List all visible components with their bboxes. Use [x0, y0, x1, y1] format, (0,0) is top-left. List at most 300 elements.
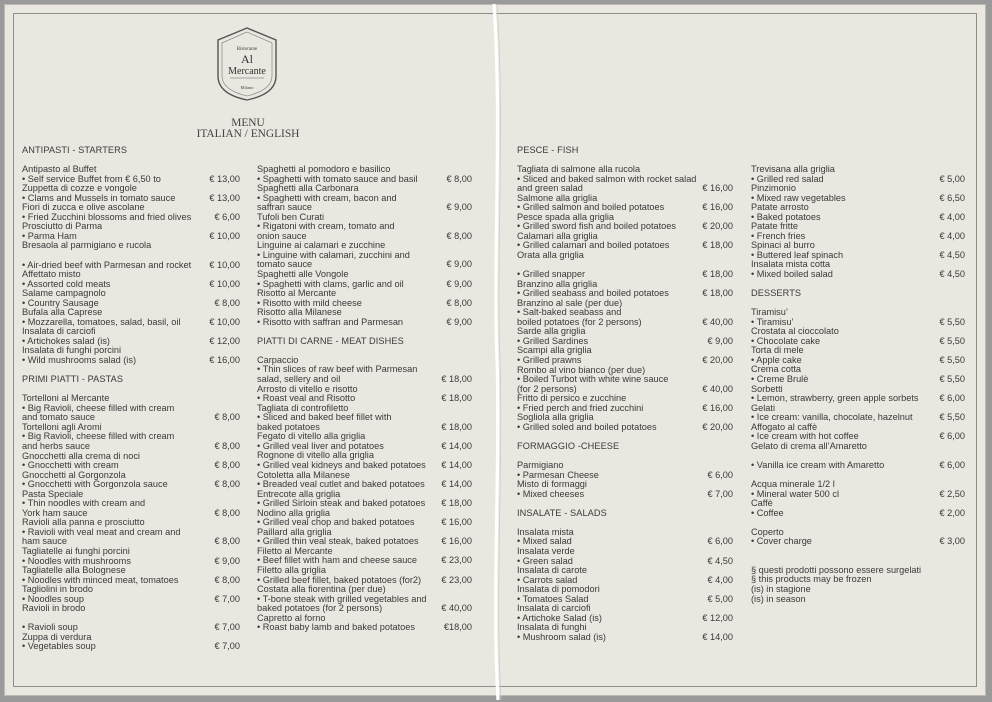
menu-line-text: • Mineral water 500 cl — [751, 488, 839, 499]
menu-line-text: Zuppetta di cozze e vongole — [22, 183, 137, 194]
column-mid — [257, 165, 472, 633]
menu-line-price: € 12,00 — [209, 335, 240, 346]
menu-line-text: Insalata mista — [517, 526, 574, 537]
menu-line — [22, 642, 240, 652]
note-line: (is) in season — [751, 593, 806, 604]
menu-line-text: Arrosto di vitello e risotto — [257, 383, 358, 394]
drinks-list — [751, 480, 965, 518]
menu-line-price: € 9,00 — [446, 316, 472, 327]
menu-line-text: • T-bone steak with grilled vegetables and — [257, 593, 427, 604]
menu-line-text: Crostata al cioccolato — [751, 326, 839, 337]
menu-line-text: • Beef fillet with ham and cheese sauce — [257, 555, 418, 566]
menu-line-text: • Grilled Sardines — [517, 335, 589, 346]
menu-line-text: • Mixed cheeses — [517, 488, 585, 499]
menu-line-price: € 2,00 — [939, 507, 965, 518]
menu-line-text: • Noodles soup — [22, 593, 84, 604]
menu-line-text: Cotoletta alla Milanese — [257, 469, 350, 480]
coperto-list — [751, 528, 965, 547]
menu-line-text: Zuppa di verdura — [22, 631, 92, 642]
menu-line-text: • Gnocchetti with cream — [22, 460, 119, 471]
menu-line-text: • Grilled soled and boiled potatoes — [517, 421, 657, 432]
menu-line-text: • Lemon, strawberry, green apple sorbets — [751, 393, 919, 404]
section-title-pesce: PESCE - FISH — [517, 145, 579, 155]
menu-line — [751, 490, 965, 500]
menu-line-text: Insalata di carciofi — [517, 603, 591, 614]
logo-line1: Al — [241, 52, 253, 66]
menu-line-price: € 18,00 — [702, 269, 733, 280]
menu-line-text: Fegato di vitello alla griglia — [257, 431, 366, 442]
menu-line-text: • Artichokes salad (is) — [22, 335, 110, 346]
menu-line-price: € 7,00 — [707, 488, 733, 499]
menu-line-text: Crema cotta — [751, 364, 802, 375]
menu-line-text: York ham sauce — [22, 507, 88, 518]
menu-line-text: • Coffee — [751, 507, 784, 518]
menu-line-text: • Assorted cold meats — [22, 278, 111, 289]
menu-line-price: € 5,50 — [939, 316, 965, 327]
menu-line-text: • Buttered leaf spinach — [751, 249, 844, 260]
menu-line-text: Coperto — [751, 526, 784, 537]
menu-line-text: • Ravioli with veal meat and cream and — [22, 526, 181, 537]
menu-line-price: € 6,50 — [939, 192, 965, 203]
menu-line-price: € 6,00 — [707, 536, 733, 547]
menu-line-text: Tagliata di salmone alla rucola — [517, 164, 641, 175]
menu-line-price: € 10,00 — [209, 316, 240, 327]
menu-line-price: € 5,50 — [939, 335, 965, 346]
menu-line-text: Insalata di pomodori — [517, 584, 600, 595]
menu-line-text: • Ice cream: vanilla, chocolate, hazelnut — [751, 412, 913, 423]
menu-line-price: € 10,00 — [209, 259, 240, 270]
menu-line-price: € 2,50 — [939, 488, 965, 499]
note-line: § this products may be frozen — [751, 574, 872, 585]
menu-line-text: • Mozzarella, tomatoes, salad, basil, oil — [22, 316, 181, 327]
menu-line-text: • Grilled veal kidneys and baked potatoes — [257, 459, 426, 470]
menu-line-text: boiled potatoes (for 2 persons) — [517, 316, 642, 327]
menu-line-price: € 6,00 — [939, 393, 965, 404]
menu-line-text: Sogliola alla griglia — [517, 412, 594, 423]
menu-line-text: Salame campagnolo — [22, 288, 106, 299]
menu-line — [751, 537, 965, 547]
menu-line-text: Salmone alla griglia — [517, 192, 598, 203]
menu-line-text: • Spaghetti with tomato sauce and basil — [257, 173, 418, 184]
menu-line — [257, 318, 472, 328]
menu-line-price: € 8,00 — [214, 412, 240, 423]
menu-line — [517, 423, 733, 433]
menu-line-text: • Big Ravioli, cheese filled with cream — [22, 431, 175, 442]
menu-line-text: Gnocchetti al Gorgonzola — [22, 469, 126, 480]
column-right2 — [751, 165, 965, 604]
menu-line-text: Pinzimonio — [751, 183, 796, 194]
menu-line — [22, 241, 240, 251]
section-title-insalate: INSALATE - SALADS — [517, 507, 607, 518]
menu-line-text: • Noodles with minced meat, tomatoes — [22, 574, 179, 585]
menu-line-text: Rombo al vino bianco (per due) — [517, 364, 646, 375]
menu-line-text: Paillard alla griglia — [257, 526, 332, 537]
menu-line — [751, 375, 965, 385]
menu-line-price: € 5,00 — [939, 173, 965, 184]
page-fold — [490, 0, 510, 702]
menu-line-text: • Mixed raw vegetables — [751, 192, 846, 203]
menu-line — [517, 251, 733, 261]
menu-line-text: • Ravioli soup — [22, 622, 78, 633]
menu-line-text: Parmigiano — [517, 460, 564, 471]
menu-line-price: € 12,00 — [702, 612, 733, 623]
menu-line-text: Patate fritte — [751, 221, 798, 232]
menu-line-text: Gelati — [751, 402, 776, 413]
menu-line-text: • Vanilla ice cream with Amaretto — [751, 459, 885, 470]
menu-line-price: € 5,50 — [939, 354, 965, 365]
menu-line-text: ham sauce — [22, 536, 67, 547]
menu-line — [751, 270, 965, 280]
section-title-formaggio: FORMAGGIO -CHEESE — [517, 440, 620, 451]
menu-heading — [150, 118, 346, 140]
menu-line-price: € 9,00 — [707, 335, 733, 346]
menu-line-text: • Rigatoni with cream, tomato and — [257, 221, 395, 232]
menu-line-text: Ravioli alla panna e prosciutto — [22, 517, 145, 528]
menu-line-price: € 7,00 — [214, 593, 240, 604]
menu-line-price: € 5,50 — [939, 412, 965, 423]
menu-line-text: • Baked potatoes — [751, 211, 821, 222]
menu-line-text: • Grilled prawns — [517, 355, 582, 366]
menu-line-text: • Thin slices of raw beef with Parmesan — [257, 364, 418, 375]
menu-line-text: baked potatoes (for 2 persons) — [257, 603, 383, 614]
menu-line-text: Torta di mele — [751, 345, 804, 356]
menu-line-price: € 18,00 — [441, 421, 472, 432]
menu-line-price: € 20,00 — [702, 221, 733, 232]
menu-line-text: Entrecote alla griglia — [257, 488, 341, 499]
menu-line-text: Prosciutto di Parma — [22, 221, 103, 232]
desserts-list — [751, 308, 965, 470]
menu-line — [751, 442, 965, 452]
primi-cont-list — [257, 165, 472, 327]
logo-bottom-text: Milano — [240, 85, 254, 90]
menu-line — [751, 394, 965, 404]
menu-line-text: Calamari alla griglia — [517, 230, 598, 241]
menu-line-text: • Grilled seabass and boiled potatoes — [517, 288, 669, 299]
menu-line-price: € 8,00 — [446, 297, 472, 308]
menu-label: MENU — [231, 117, 265, 129]
column-left — [22, 146, 240, 652]
menu-line-text: Patate arrosto — [751, 202, 809, 213]
menu-line-price: € 13,00 — [209, 192, 240, 203]
menu-line-text: Fritto di persico e zucchine — [517, 393, 627, 404]
menu-line-text: Spaghetti alle Vongole — [257, 269, 349, 280]
section-title-desserts: DESSERTS — [751, 288, 802, 299]
menu-line-text: baked potatoes — [257, 421, 320, 432]
menu-line-text: Sorbetti — [751, 383, 783, 394]
menu-line-price: € 10,00 — [209, 278, 240, 289]
menu-line-text: • Thin noodles with cream and — [22, 498, 146, 509]
menu-line-text: Insalata di funghi — [517, 622, 587, 633]
menu-line-text: • Country Sausage — [22, 297, 99, 308]
menu-line-text: Carpaccio — [257, 354, 299, 365]
menu-line-text: Linguine ai calamari e zucchine — [257, 240, 386, 251]
menu-line-text: • Grilled Sirloin steak and baked potatoes — [257, 498, 426, 509]
menu-line-price: € 40,00 — [702, 383, 733, 394]
menu-line-price: € 16,00 — [702, 402, 733, 413]
menu-line-text: • Sliced and baked beef fillet with — [257, 412, 392, 423]
menu-line-price: € 14,00 — [441, 440, 472, 451]
menu-line-text: • Cover charge — [751, 536, 812, 547]
menu-line — [517, 633, 733, 643]
menu-line-text: • Mushroom salad (is) — [517, 631, 606, 642]
menu-line-text: • Roast veal and Risotto — [257, 393, 356, 404]
menu-line-text: • Parma Ham — [22, 230, 77, 241]
menu-line-text: • Clams and Mussels in tomato sauce — [22, 192, 176, 203]
menu-line-price: € 14,00 — [441, 459, 472, 470]
menu-line-text: Sarde alla griglia — [517, 326, 586, 337]
menu-line-text: Insalata mista cotta — [751, 259, 831, 270]
menu-line-text: Scampi alla griglia — [517, 345, 592, 356]
menu-line-text: • Grilled veal liver and potatoes — [257, 440, 384, 451]
menu-line-text: Insalata di carote — [517, 565, 587, 576]
menu-line-text: Insalata di carciofi — [22, 326, 96, 337]
menu-line-price: € 8,00 — [214, 507, 240, 518]
menu-line-price: € 8,00 — [214, 574, 240, 585]
menu-line-text: • Ice cream with hot coffee — [751, 431, 859, 442]
menu-line-text: and herbs sauce — [22, 440, 90, 451]
menu-line-text: Fiori di zucca e olive ascolane — [22, 202, 145, 213]
menu-line-text: • Grilled thin veal steak, baked potatoes — [257, 536, 419, 547]
menu-line-text: Gelato di crema all’Amaretto — [751, 440, 867, 451]
menu-line-text: • Air-dried beef with Parmesan and rocket — [22, 259, 192, 270]
menu-line — [751, 461, 965, 471]
menu-line-text: • Risotto with saffran and Parmesan — [257, 316, 404, 327]
menu-line-text: • Spaghetti with clams, garlic and oil — [257, 278, 404, 289]
menu-line-text: Rognone di vitello alla griglia — [257, 450, 374, 461]
menu-line-text: and tomato sauce — [22, 412, 96, 423]
menu-line-text: • French fries — [751, 230, 806, 241]
menu-line-price: € 4,00 — [707, 574, 733, 585]
menu-line-price: € 3,00 — [939, 536, 965, 547]
menu-line-text: • Grilled snapper — [517, 269, 586, 280]
menu-line-text: Affogato al caffè — [751, 421, 818, 432]
menu-line-text: Costata alla fiorentina (per due) — [257, 584, 386, 595]
menu-line-price: € 4,00 — [939, 211, 965, 222]
menu-line-text: Nodino alla griglia — [257, 507, 331, 518]
menu-line-price: € 9,00 — [214, 555, 240, 566]
menu-line-text: Tagliatelle ai funghi porcini — [22, 545, 130, 556]
menu-line-text: (for 2 persons) — [517, 383, 577, 394]
menu-line-text: Risotto alla Milanese — [257, 307, 342, 318]
menu-line-text: Capretto al forno — [257, 612, 326, 623]
menu-line-text: • Wild mushrooms salad (is) — [22, 355, 137, 366]
menu-line-text: Gnocchetti alla crema di noci — [22, 450, 140, 461]
menu-line-text: • Salt-baked seabass and — [517, 307, 622, 318]
menu-line-text: Acqua minerale 1/2 l — [751, 479, 835, 490]
section-title-antipasti: ANTIPASTI - STARTERS — [22, 145, 128, 155]
menu-line-price: € 20,00 — [702, 421, 733, 432]
menu-line-text: • Self service Buffet from € 6,50 to — [22, 173, 161, 184]
menu-line-price: € 13,00 — [209, 173, 240, 184]
menu-line-text: Spinaci al burro — [751, 240, 815, 251]
menu-line-text: • Apple cake — [751, 354, 802, 365]
menu-line-text: • Spaghetti with cream, bacon and — [257, 192, 397, 203]
menu-line-price: € 4,00 — [939, 230, 965, 241]
menu-line-text: Misto di formaggi — [517, 479, 587, 490]
menu-line-price: € 8,00 — [214, 479, 240, 490]
menu-line-price: € 16,00 — [702, 183, 733, 194]
menu-line-text: Risotto al Mercante — [257, 288, 337, 299]
menu-line-text: Insalata verde — [517, 545, 575, 556]
menu-line-text: Orata alla griglia — [517, 250, 584, 261]
menu-line-text: Tortelloni al Mercante — [22, 393, 110, 404]
restaurant-logo — [214, 26, 280, 102]
menu-line-text: and green salad — [517, 183, 583, 194]
menu-line-text: • Fried Zucchini blossoms and fried olives — [22, 211, 192, 222]
menu-line-text: • Mixed boiled salad — [751, 269, 833, 280]
menu-line-text: • Chocolate cake — [751, 335, 821, 346]
menu-line-text: Bresaola al parmigiano e rucola — [22, 240, 152, 251]
menu-line-price: € 16,00 — [441, 536, 472, 547]
menu-line-text: • Noodles with mushrooms — [22, 555, 131, 566]
section-title-carne: PIATTI DI CARNE - MEAT DISHES — [257, 335, 404, 346]
menu-line-price: € 18,00 — [702, 288, 733, 299]
menu-line-text: salad, sellery and oil — [257, 374, 341, 385]
menu-line-price: € 16,00 — [441, 517, 472, 528]
menu-line-text: • Grilled red salad — [751, 173, 824, 184]
menu-line-text: Tortelloni agli Aromi — [22, 421, 102, 432]
menu-line-price: € 20,00 — [702, 355, 733, 366]
menu-line-price: € 8,00 — [214, 536, 240, 547]
contorni-list — [751, 165, 965, 280]
menu-line-text: Filetto alla griglia — [257, 564, 326, 575]
menu-line-text: Filetto al Mercante — [257, 545, 333, 556]
menu-line-text: • Tiramisu’ — [751, 316, 794, 327]
menu-line-price: € 8,00 — [214, 440, 240, 451]
menu-line-text: • Risotto with mild cheese — [257, 297, 362, 308]
menu-line-text: • Big Ravioli, cheese filled with cream — [22, 402, 175, 413]
menu-line-text: Pesce spada alla griglia — [517, 211, 615, 222]
menu-line-text: Pasta Speciale — [22, 488, 84, 499]
menu-line-price: € 6,00 — [214, 211, 240, 222]
menu-languages: ITALIAN / ENGLISH — [196, 128, 300, 140]
menu-line-text: Tiramisu’ — [751, 307, 788, 318]
menu-line-text: Tagliolini in brodo — [22, 584, 93, 595]
menu-line-price: € 9,00 — [446, 202, 472, 213]
menu-line-price: € 8,00 — [446, 173, 472, 184]
menu-line-text: • Tomatoes Salad — [517, 593, 589, 604]
menu-line-text: Branzino al sale (per due) — [517, 297, 623, 308]
menu-line-text: • Grilled veal chop and baked potatoes — [257, 517, 415, 528]
insalate-list — [517, 528, 733, 643]
menu-line-price: € 5,00 — [707, 593, 733, 604]
menu-line-price: € 16,00 — [209, 355, 240, 366]
menu-line-price: € 4,50 — [939, 249, 965, 260]
menu-line — [517, 490, 733, 500]
menu-line — [22, 604, 240, 614]
menu-line-text: Insalata di funghi porcini — [22, 345, 122, 356]
menu-line-text: • Grilled calamari and boiled potatoes — [517, 240, 670, 251]
menu-line-price: € 4,50 — [707, 555, 733, 566]
logo-line2: Mercante — [228, 66, 266, 77]
menu-line-price: € 8,00 — [214, 460, 240, 471]
logo-top-text: Ristorante — [236, 47, 258, 52]
menu-line-text: • Fried perch and fried zucchini — [517, 402, 644, 413]
menu-line-text: • Mixed salad — [517, 536, 572, 547]
section-title-primi: PRIMI PIATTI - PASTAS — [22, 374, 124, 385]
menu-line-text: • Roast baby lamb and baked potatoes — [257, 622, 415, 633]
menu-line-text: • Linguine with calamari, zucchini and — [257, 249, 410, 260]
menu-line-price: € 7,00 — [214, 641, 240, 652]
menu-line-text: • Breaded veal cutlet and baked potatoes — [257, 479, 425, 490]
menu-line-text: • Gnocchetti with Gorgonzola sauce — [22, 479, 168, 490]
menu-line-text: • Grilled salmon and boiled potatoes — [517, 202, 665, 213]
menu-line-price: € 6,00 — [707, 469, 733, 480]
menu-line-text: Ravioli in brodo — [22, 603, 86, 614]
menu-line-price: € 8,00 — [446, 230, 472, 241]
menu-line-text: tomato sauce — [257, 259, 313, 270]
primi-list — [22, 394, 240, 652]
menu-line-text: Tagliatelle alla Bolognese — [22, 565, 126, 576]
menu-line-text: • Green salad — [517, 555, 573, 566]
menu-line-text: Spaghetti al pomodoro e basilico — [257, 164, 391, 174]
menu-line-text: • Grilled beef fillet, baked potatoes (for2) — [257, 574, 422, 585]
note-line: § questi prodotti possono essere surgelati — [751, 564, 922, 575]
pesce-list — [517, 165, 733, 432]
menu-line-price: € 4,50 — [939, 269, 965, 280]
menu-line-text: • Parmesan Cheese — [517, 469, 599, 480]
menu-line-price: € 40,00 — [441, 603, 472, 614]
menu-line-price: € 6,00 — [939, 459, 965, 470]
menu-line-text: onion sauce — [257, 230, 307, 241]
menu-line-price: € 18,00 — [702, 240, 733, 251]
menu-line-price: € 6,00 — [939, 431, 965, 442]
menu-line-price: € 14,00 — [702, 631, 733, 642]
menu-line-price: € 8,00 — [214, 297, 240, 308]
menu-line-price: € 18,00 — [441, 498, 472, 509]
menu-line-text: Tufoli ben Curati — [257, 211, 325, 222]
menu-line-text: Branzino alla griglia — [517, 278, 598, 289]
menu-line-price: € 14,00 — [441, 479, 472, 490]
menu-line-price: € 40,00 — [702, 316, 733, 327]
menu-line-price: €18,00 — [443, 622, 472, 633]
menu-line-price: € 9,00 — [446, 278, 472, 289]
notes — [751, 566, 965, 604]
menu-line-text: • Sliced and baked salmon with rocket salad — [517, 173, 697, 184]
carne-list — [257, 356, 472, 633]
menu-line-text: Spaghetti alla Carbonara — [257, 183, 359, 194]
formaggio-list — [517, 461, 733, 499]
menu-line-text: Bufala alla Caprese — [22, 307, 103, 318]
menu-line — [22, 356, 240, 366]
menu-line-price: € 18,00 — [441, 393, 472, 404]
menu-line-text: Caffè — [751, 498, 773, 509]
menu-line-text: • Artichoke Salad (is) — [517, 612, 602, 623]
menu-line-text: Trevisana alla griglia — [751, 164, 835, 174]
menu-line-price: € 23,00 — [441, 555, 472, 566]
menu-line-price: € 23,00 — [441, 574, 472, 585]
antipasti-list — [22, 165, 240, 365]
menu-line — [257, 623, 472, 633]
menu-line-price: € 16,00 — [702, 202, 733, 213]
menu-line-text: • Grilled sword fish and boiled potatoes — [517, 221, 676, 232]
note-line: (is) in stagione — [751, 583, 811, 594]
column-right1 — [517, 146, 733, 642]
menu-line-price: € 9,00 — [446, 259, 472, 270]
menu-line-price: € 7,00 — [214, 622, 240, 633]
menu-line-text: • Creme Brulè — [751, 374, 809, 385]
menu-line-price: € 5,50 — [939, 374, 965, 385]
menu-line-text: • Carrots salad — [517, 574, 578, 585]
menu-line-text: Tagliata di controfiletto — [257, 402, 349, 413]
menu-line-text: • Vegetables soup — [22, 641, 96, 652]
menu-line-text: saffran sauce — [257, 202, 312, 213]
menu-line — [751, 509, 965, 519]
menu-line-text: Antipasto al Buffet — [22, 164, 97, 175]
menu-line-price: € 10,00 — [209, 230, 240, 241]
menu-line-text: • Boiled Turbot with white wine sauce — [517, 374, 669, 385]
menu-line-price: € 18,00 — [441, 374, 472, 385]
